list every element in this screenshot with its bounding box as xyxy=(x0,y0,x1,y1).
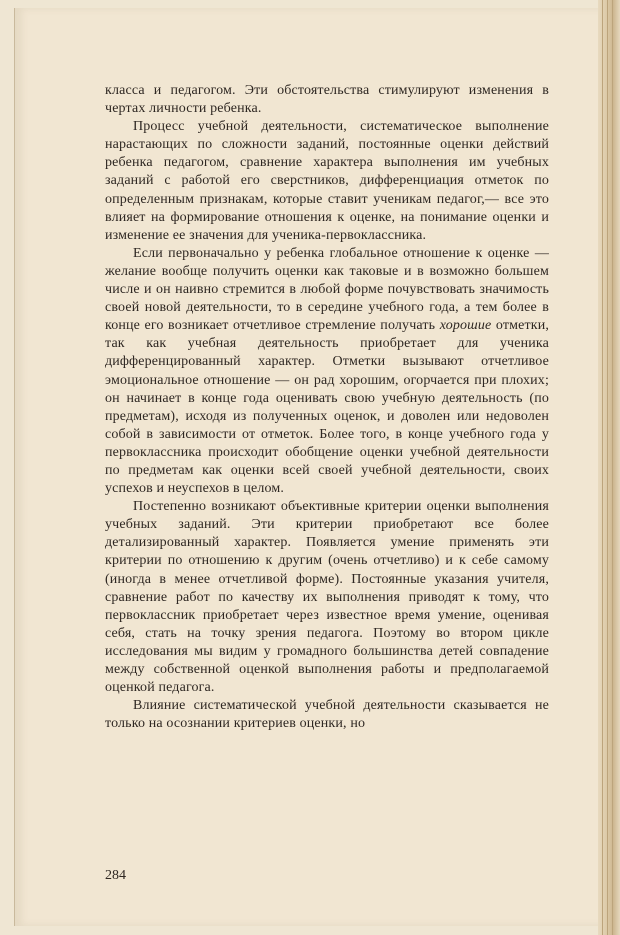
paragraph-2: Процесс учебной деятельности, систематическое выполнение нарастающих по сложности заданий, постоянные оценки действий ребенка педагогом, сравнение характера выполнения им учебных заданий с работой его сверстников, дифференциация отметок по определенным признакам, которые ставит ученикам педагог,— все это влияет на формирование отношения к оценке, на понимание оценки и изменение ее значения для ученика-первоклассника. xyxy=(105,119,549,243)
page-edge-line xyxy=(607,0,608,935)
paragraph-3-emphasis: хорошие xyxy=(439,318,492,334)
page-edge-line xyxy=(602,0,603,935)
page-number: 284 xyxy=(105,868,126,883)
page-edge-stack xyxy=(598,0,620,935)
paragraph-5: Влияние систематической учебной деятельности сказывается не только на осознании критериев оценки, но xyxy=(105,698,549,732)
page-text xyxy=(105,82,549,733)
book-page xyxy=(14,8,601,926)
paragraph-3 xyxy=(105,245,549,498)
paragraph-3-start: Если первоначально у ребенка глобальное отношение к оценке — желание вообще получить оценки как таковые и в возможно большем числе и он наивно стремится в любой форме почувствовать значимость своей новой деятельности, то в середине учебного года, а тем более в конце его возникает отчетливое стремление получать xyxy=(105,245,549,334)
paragraph-1: класса и педагогом. Эти обстоятельства стимулируют изменения в чертах личности ребенка. xyxy=(105,83,549,117)
page-edge-line xyxy=(612,0,613,935)
paragraph-3-end: отметки, так как учебная деятельность приобретает для ученика дифференцированный характер. Отметки вызывают отчетливое эмоциональное отношение — он рад хорошим, огорчается при плохих; он начинает в конце года оценивать свою учебную деятельность (по предметам), исходя из полученных оценок, и доволен или недоволен собой в зависимости от отметок. Более того, в конце учебного года у первоклассника происходит обобщение оценки учебной деятельности по предметам как оценки всей своей учебной деятельности, своих успехов и неуспехов в целом. xyxy=(105,318,549,497)
paragraph-4: Постепенно возникают объективные критерии оценки выполнения учебных заданий. Эти критерии приобретают все более детализированный характер. Появляется умение применять эти критерии по отношению к другим (очень отчетливо) и к себе самому (иногда в менее отчетливой форме). Постоянные указания учителя, сравнение работ по качеству их выполнения приводят к тому, что первоклассник приобретает через известное время умение, оценивая себя, стать на точку зрения педагога. Поэтому во втором цикле исследования мы видим у громадного большинства детей совпадение между собственной оценкой выполнения работы и предполагаемой оценкой педагога. xyxy=(105,499,549,696)
